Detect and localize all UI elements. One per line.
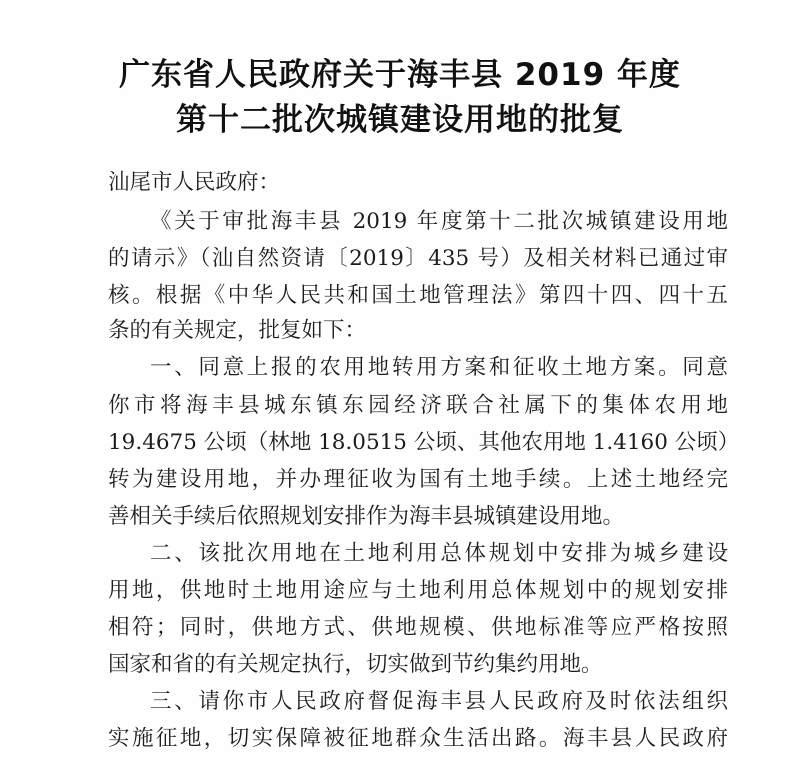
body-line: 一、同意上报的农用地转用方案和征收土地方案。同意 bbox=[150, 355, 728, 380]
body-line: 《关于审批海丰县 2019 年度第十二批次城镇建设用地 bbox=[150, 209, 728, 234]
body-line: 国家和省的有关规定执行，切实做到节约集约用地。 bbox=[108, 652, 603, 677]
body-line: 二、该批次用地在土地利用总体规划中安排为城乡建设 bbox=[150, 541, 728, 566]
document-title-line-2: 第十二批次城镇建设用地的批复 bbox=[176, 102, 624, 138]
body-line: 19.4675 公顷（林地 18.0515 公顷、其他农用地 1.4160 公顷） bbox=[108, 430, 740, 455]
body-line: 相符；同时，供地方式、供地规模、供地标准等应严格按照 bbox=[108, 615, 728, 640]
body-line: 你市将海丰县城东镇东园经济联合社属下的集体农用地 bbox=[108, 393, 728, 418]
body-line: 条的有关规定，批复如下： bbox=[108, 318, 367, 343]
document-title-line-1: 广东省人民政府关于海丰县 2019 年度 bbox=[119, 57, 681, 93]
body-line: 实施征地，切实保障被征地群众生活出路。海丰县人民政府 bbox=[108, 726, 728, 751]
body-line: 善相关手续后依照规划安排作为海丰县城镇建设用地。 bbox=[108, 504, 625, 529]
body-line: 用地，供地时土地用途应与土地利用总体规划中的规划安排 bbox=[108, 578, 728, 603]
body-line: 的请示》（汕自然资请〔2019〕435 号）及相关材料已通过审 bbox=[108, 246, 728, 271]
salutation: 汕尾市人民政府： bbox=[108, 170, 281, 195]
body-line: 核。根据《中华人民共和国土地管理法》第四十四、四十五 bbox=[108, 283, 728, 308]
body-line: 三、请你市人民政府督促海丰县人民政府及时依法组织 bbox=[150, 689, 728, 714]
body-line: 转为建设用地，并办理征收为国有土地手续。上述土地经完 bbox=[108, 467, 728, 492]
